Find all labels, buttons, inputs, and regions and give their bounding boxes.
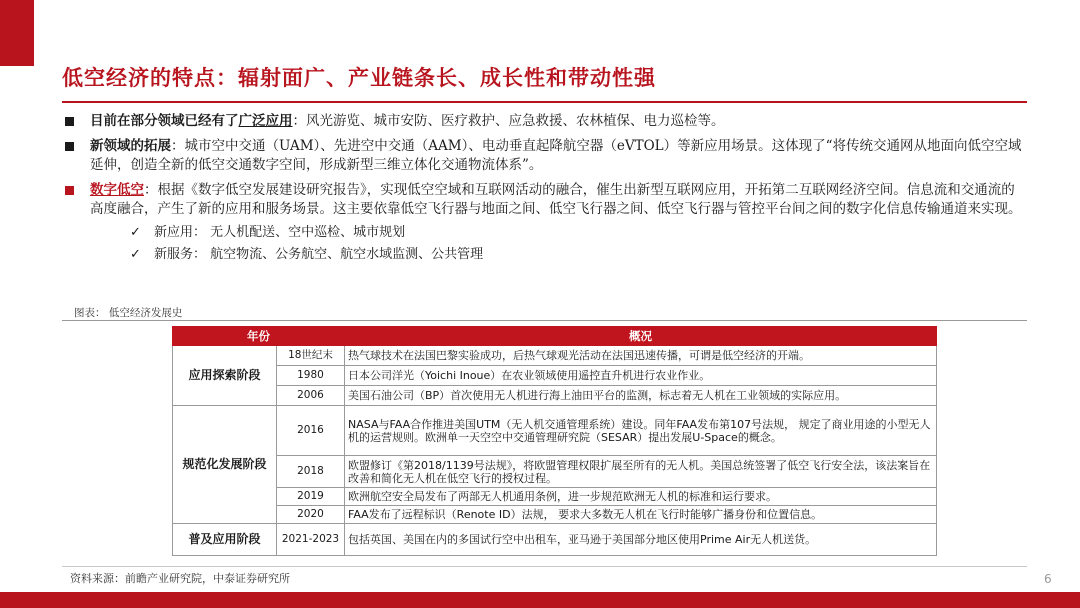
stage-cell: 规范化发展阶段 [173, 406, 277, 524]
year-cell: 2021-2023 [277, 524, 345, 556]
desc-cell: 欧盟修订《第2018/1139号法规》，将欧盟管理权限扩展至所有的无人机。美国总统签署了低空飞行安全法，该法案旨在改善和简化无人机在低空飞行的授权过程。 [345, 456, 937, 488]
bullet-digital-text: ：根据《数字低空发展建设研究报告》，实现低空空域和互联网活动的融合，催生出新型互联网应用，开拓第二互联网经济空间。信息流和交通流的高度融合，产生了新的应用和服务场景。这主要依靠低空飞行器与地面之间、低空飞行器之间、低空飞行器与管控平台间之间的数字化信息传输通道来实现。 [90, 181, 1022, 217]
year-cell: 2020 [277, 506, 345, 524]
bullet-new-fields [62, 137, 1022, 176]
corner-accent-block [0, 0, 34, 66]
table-row [173, 406, 937, 456]
year-cell: 2006 [277, 386, 345, 406]
header-overview: 概况 [345, 327, 937, 346]
footer-accent-bar [0, 592, 1080, 608]
stage-cell: 普及应用阶段 [173, 524, 277, 556]
desc-cell: 包括英国、美国在内的多国试行空中出租车，亚马逊于美国部分地区使用Prime Air无人机送货。 [345, 524, 937, 556]
table-row [173, 506, 937, 524]
check-list [130, 222, 1022, 266]
desc-cell: 欧洲航空安全局发布了两部无人机通用条例，进一步规范欧洲无人机的标准和运行要求。 [345, 488, 937, 506]
desc-cell: 热气球技术在法国巴黎实验成功，后热气球观光活动在法国迅速传播，可谓是低空经济的开端。 [345, 346, 937, 366]
bullet-applications-lead: 目前在部分领域已经有了 [90, 113, 239, 129]
table-row [173, 386, 937, 406]
table-row [173, 456, 937, 488]
check-item-text: 新服务： 航空物流、公务航空、航空水域监测、公共管理 [154, 246, 484, 262]
square-bullet-icon [65, 117, 74, 126]
table-row [173, 366, 937, 386]
year-cell: 18世纪末 [277, 346, 345, 366]
header-year: 年份 [173, 327, 345, 346]
checkmark-icon: ✓ [130, 246, 141, 262]
history-table [172, 326, 937, 556]
table-row [173, 488, 937, 506]
bullet-new-fields-text: ：城市空中交通（UAM）、先进空中交通（AAM）、电动垂直起降航空器（eVTOL）等新应用场景。这体现了“将传统交通网从地面向低空空域延伸，创造全新的低空交通数字空间，形成新型三维立体化交通物流体系”。 [90, 137, 1022, 173]
bullet-applications [62, 112, 1022, 132]
bullet-new-fields-lead: 新领域的拓展 [90, 137, 171, 154]
figure-label: 图表： 低空经济发展史 [74, 307, 183, 319]
bullet-list [62, 112, 1022, 271]
square-bullet-icon [65, 142, 74, 151]
desc-cell: 美国石油公司（BP）首次使用无人机进行海上油田平台的监测，标志着无人机在工业领域的实际应用。 [345, 386, 937, 406]
check-item-new-services [130, 244, 1022, 266]
bullet-digital-low-altitude [62, 181, 1022, 266]
year-cell: 2018 [277, 456, 345, 488]
year-cell: 2016 [277, 406, 345, 456]
year-cell: 1980 [277, 366, 345, 386]
check-item-new-applications [130, 222, 1022, 244]
stage-cell: 应用探索阶段 [173, 346, 277, 406]
table-header-row [173, 327, 937, 346]
bullet-applications-text: ：风光游览、城市安防、医疗救护、应急救援、农林植保、电力巡检等。 [292, 113, 725, 129]
figure-divider [62, 320, 1027, 321]
table-row [173, 346, 937, 366]
square-bullet-icon [65, 186, 74, 195]
checkmark-icon: ✓ [130, 224, 141, 240]
desc-cell: NASA与FAA合作推进美国UTM（无人机交通管理系统）建设。同年FAA发布第107号法规， 规定了商业用途的小型无人机的运营规则。欧洲单一天空空中交通管理研究院（SESAR）提出发展U-Space的概念。 [345, 406, 937, 456]
table-row [173, 524, 937, 556]
bullet-digital-lead: 数字低空 [90, 181, 144, 198]
source-note: 资料来源：前瞻产业研究院，中泰证券研究所 [70, 572, 290, 585]
page-number: 6 [1044, 572, 1052, 586]
desc-cell: FAA发布了远程标识（Renote ID）法规， 要求大多数无人机在飞行时能够广播身份和位置信息。 [345, 506, 937, 524]
footer-divider [62, 566, 1027, 567]
bullet-applications-keyword: 广泛应用 [238, 113, 293, 129]
check-item-text: 新应用： 无人机配送、空中巡检、城市规划 [154, 224, 406, 240]
year-cell: 2019 [277, 488, 345, 506]
title-divider [62, 101, 1027, 103]
desc-cell: 日本公司洋光（Yoichi Inoue）在农业领域使用遥控直升机进行农业作业。 [345, 366, 937, 386]
slide-title: 低空经济的特点：辐射面广、产业链条长、成长性和带动性强 [62, 65, 656, 90]
